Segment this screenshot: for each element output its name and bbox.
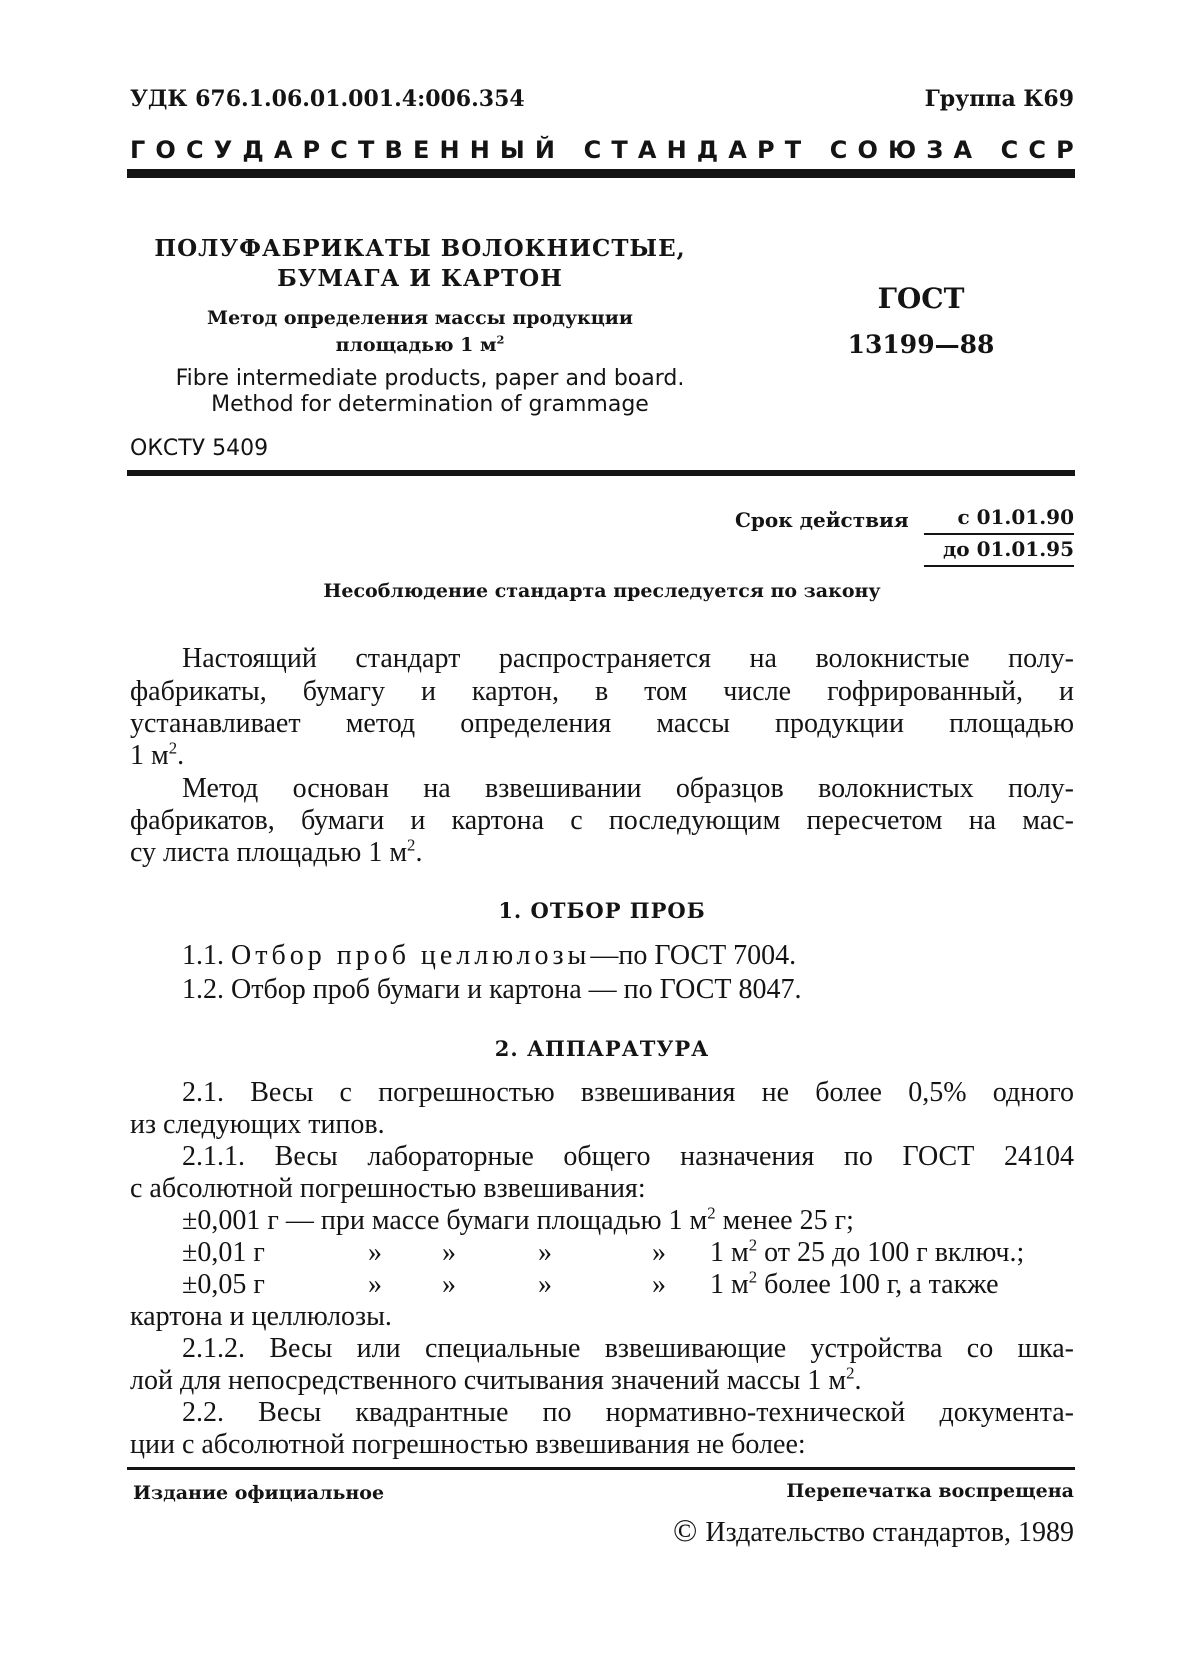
- ditto-mark: »: [652, 1237, 666, 1268]
- validity-label: Срок действия: [735, 508, 909, 532]
- banner-letter: О: [155, 136, 176, 164]
- banner-letter: О: [857, 136, 878, 164]
- superscript: 2: [846, 1363, 855, 1383]
- banner-letter: Ю: [887, 136, 917, 164]
- title-line-2: БУМАГА И КАРТОН: [277, 265, 563, 292]
- english-title-line-2: Method for determination of grammage: [211, 392, 649, 417]
- ditto-mark: »: [538, 1237, 552, 1268]
- publisher: Издательство стандартов, 1989: [705, 1517, 1074, 1548]
- superscript: 2: [496, 332, 505, 347]
- ditto-mark: »: [442, 1269, 456, 1300]
- banner-letter: У: [213, 136, 233, 164]
- intro-p2-line-1: Метод основан на взвешивании образцов волокнистых полу-: [182, 773, 1074, 804]
- section-2-2-line-2: ции с абсолютной погрешностью взвешивания не более:: [130, 1429, 806, 1460]
- tolerance-row-3: [0, 1269, 1187, 1301]
- title-line-1: ПОЛУФАБРИКАТЫ ВОЛОКНИСТЫЕ,: [154, 235, 686, 262]
- section-2-1-1-line-1: 2.1.1. Весы лабораторные общего назначения по ГОСТ 24104: [182, 1141, 1074, 1172]
- banner-letter: Е: [412, 136, 430, 164]
- ditto-mark: »: [368, 1269, 382, 1300]
- banner-letter: Т: [358, 136, 375, 164]
- banner-letter: Р: [1056, 136, 1074, 164]
- banner-letter: А: [637, 136, 657, 164]
- validity-to: до 01.01.95: [942, 537, 1074, 561]
- banner-letter: А: [953, 136, 973, 164]
- section-1-item-2: 1.2. Отбор проб бумаги и картона — по ГОСТ 8047.: [182, 974, 802, 1005]
- section-2-1-2-line-1: 2.1.2. Весы или специальные взвешивающие устройства со шка-: [182, 1333, 1074, 1364]
- copyright-line: [673, 1512, 1074, 1549]
- reprint-prohibited: Перепечатка воспрещена: [786, 1480, 1074, 1502]
- banner-letter: А: [728, 136, 747, 164]
- method-line-2: [150, 334, 690, 356]
- copyright-icon: ©: [673, 1512, 698, 1548]
- banner-letter: А: [273, 136, 293, 164]
- section-2-1-line-1: 2.1. Весы с погрешностью взвешивания не более 0,5% одного: [182, 1077, 1074, 1108]
- gost-number: 13199—88: [847, 330, 995, 359]
- header-rule-thick: [127, 169, 1075, 178]
- section-1-item-1: 1.1. Отбор проб целлюлозы—по ГОСТ 7004.: [182, 940, 797, 971]
- banner-letter: С: [1000, 136, 1019, 164]
- banner-letter: С: [185, 136, 204, 164]
- banner-letter: В: [384, 136, 403, 164]
- section-2-heading: 2. АППАРАТУРА: [494, 1036, 710, 1061]
- gost-label: ГОСТ: [877, 282, 965, 315]
- banner-letter: Р: [756, 136, 775, 164]
- intro-p1-line-2: фабрикаты, бумагу и картон, в том числе гофрированный, и: [130, 676, 1074, 707]
- banner-space: [982, 136, 990, 164]
- section-2-2-line-1: 2.2. Весы квадрантные по нормативно-технической документа-: [182, 1397, 1074, 1428]
- intro-p2-line-3: су листа площадью 1 $м^2$.: [130, 835, 423, 868]
- banner-letter: Н: [666, 136, 687, 164]
- banner-letter: Н: [469, 136, 490, 164]
- banner-letter: Р: [302, 136, 321, 164]
- method-line-2-text: площадью 1 м: [335, 334, 497, 356]
- banner-letter: С: [330, 136, 348, 164]
- banner-letter: Г: [130, 136, 146, 164]
- section-1-heading: 1. ОТБОР ПРОБ: [498, 898, 706, 923]
- official-edition: Издание официальное: [133, 1482, 385, 1504]
- superscript: 2: [748, 1235, 758, 1255]
- tolerance-value: ±0,01 г: [182, 1237, 265, 1268]
- tolerance-range: 1 $м^2$ от 25 до 100 г включ.;: [710, 1235, 1025, 1268]
- banner-letter: Д: [696, 136, 719, 164]
- banner-letter: Т: [611, 136, 628, 164]
- section-2-1-1-line-2: с абсолютной погрешностью взвешивания:: [130, 1173, 646, 1204]
- superscript: 2: [407, 835, 416, 855]
- ditto-mark: »: [652, 1269, 666, 1300]
- section-2-1-line-2: из следующих типов.: [130, 1109, 385, 1140]
- intro-p1-line-4: 1 $м^2$.: [130, 738, 185, 771]
- tolerance-row-2: [0, 1237, 1187, 1269]
- state-standard-banner: [130, 136, 1074, 164]
- udk-code: УДК 676.1.06.01.001.4:006.354: [130, 86, 525, 112]
- banner-letter: З: [926, 136, 944, 164]
- footer-rule: [127, 1467, 1075, 1470]
- method-line-1: Метод определения массы продукции: [207, 307, 633, 329]
- banner-space: [565, 136, 573, 164]
- intro-p1-line-3: устанавливает метод определения массы продукции площадью: [130, 708, 1074, 739]
- english-title-line-1: Fibre intermediate products, paper and board.: [175, 366, 685, 391]
- banner-letter: С: [829, 136, 848, 164]
- superscript: 2: [748, 1267, 758, 1287]
- banner-letter: Т: [784, 136, 802, 164]
- ditto-mark: »: [442, 1237, 456, 1268]
- ditto-mark: »: [368, 1237, 382, 1268]
- validity-from: с 01.01.90: [957, 505, 1074, 529]
- banner-letter: Н: [439, 136, 460, 164]
- tolerance-row-4: картона и целлюлозы.: [130, 1301, 392, 1332]
- validity-rule-2: [924, 565, 1074, 567]
- intro-p2-line-2: фабрикатов, бумаги и картона с последующим пересчетом на мас-: [130, 805, 1074, 836]
- tolerance-row-1: ±0,001 г — при массе бумаги площадью 1 $м^2$ менее 25 г;: [182, 1203, 854, 1236]
- intro-p1-line-1: Настоящий стандарт распространяется на волокнистые полу-: [182, 643, 1074, 674]
- ditto-mark: »: [538, 1269, 552, 1300]
- banner-letter: С: [1028, 136, 1047, 164]
- superscript: 2: [168, 738, 178, 758]
- banner-letter: Ы: [499, 136, 525, 164]
- banner-space: [811, 136, 819, 164]
- superscript: 2: [707, 1203, 716, 1223]
- okstu-code: ОКСТУ 5409: [130, 436, 269, 461]
- legal-warning: Несоблюдение стандарта преследуется по закону: [323, 580, 881, 602]
- banner-letter: Д: [242, 136, 264, 164]
- tolerance-range: 1 $м^2$ более 100 г, а также: [710, 1267, 999, 1300]
- banner-letter: С: [583, 136, 602, 164]
- tolerance-value: ±0,05 г: [182, 1269, 265, 1300]
- okstu-rule: [127, 470, 1075, 476]
- validity-rule-1: [924, 533, 1074, 535]
- banner-letter: Й: [534, 136, 555, 164]
- section-2-1-2-line-2: лой для непосредственного считывания значений массы 1 $м^2$.: [130, 1363, 862, 1396]
- group-code: Группа К69: [924, 86, 1074, 112]
